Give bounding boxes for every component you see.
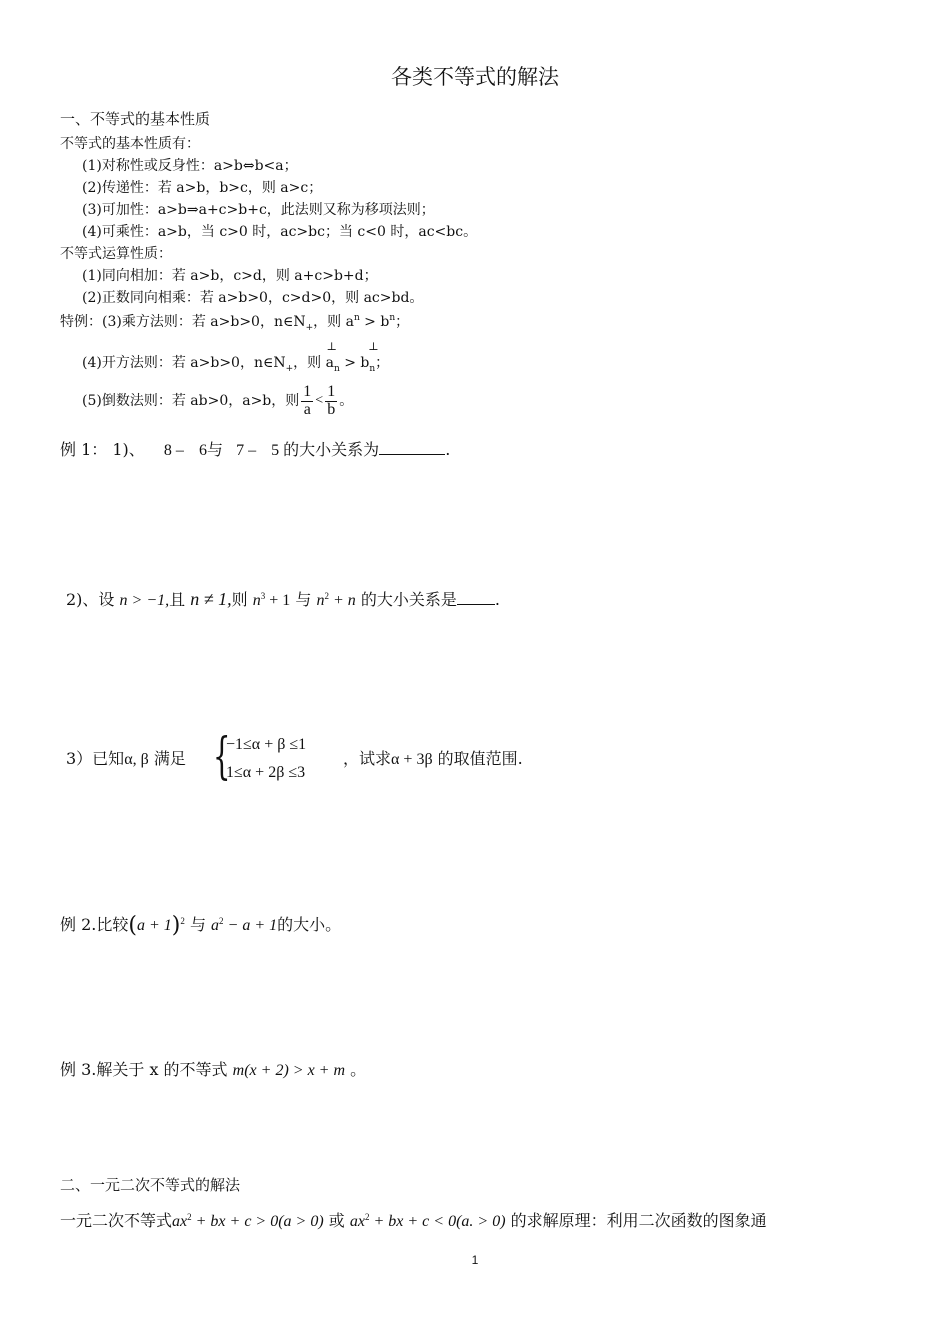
page-title: 各类不等式的解法	[391, 65, 559, 89]
example-3: 例 3.解关于 x 的不等式 m(x + 2) > x + m 。	[60, 1060, 367, 1079]
fraction-1-over-a: $\frac{1}{a}$	[303, 382, 312, 418]
root-b: b ⊥	[360, 340, 379, 371]
page-number: 1	[471, 1253, 479, 1267]
example-1-part-1: 例 1： 1)、 8 – 6与 7 – 5 的大小关系为 .	[60, 440, 451, 459]
root-mark-icon: ⊥	[368, 340, 379, 353]
section-1-heading: 一、不等式的基本性质	[60, 110, 211, 128]
operation-properties-intro: 不等式运算性质：	[60, 246, 172, 262]
answer-blank[interactable]	[457, 604, 495, 605]
operation-property-1: (1)同向相加：若 a>b，c>d，则 a+c>b+d；	[82, 268, 378, 284]
basic-property-4: (4)可乘性：a>b，当 c>0 时，ac>bc；当 c<0 时，ac<bc。	[82, 224, 478, 240]
basic-property-1: (1)对称性或反身性：a>b⇔b<a；	[82, 158, 298, 174]
basic-property-3: (3)可加性：a>b⇒a+c>b+c，此法则又称为移项法则；	[82, 202, 435, 218]
basic-property-2: (2)传递性：若 a>b，b>c，则 a>c；	[82, 180, 323, 196]
basic-properties-intro: 不等式的基本性质有：	[60, 136, 200, 152]
root-mark-icon: ⊥	[326, 340, 337, 353]
example-1-part-2: 2)、设 n > −1,且 n ≠ 1,则 $n^3 + 1$ 与 $n^2 + n$ 的大小关系是 .	[66, 589, 500, 609]
system-line-1: −1≤α + β ≤1	[226, 736, 307, 753]
system-brace-icon: {	[213, 727, 231, 785]
root-a: a ⊥	[325, 340, 337, 371]
example-1-part-3-intro: 3）已知α, β 满足	[66, 749, 186, 768]
example-2: 例 2.比较$(a + 1)^2$ 与 $a^2 - a + 1$的大小。	[60, 913, 342, 938]
system-line-2: 1≤α + 2β ≤3	[226, 764, 306, 781]
fraction-1-over-b: $\frac{1}{b}$	[327, 382, 336, 418]
root-rule: (4)开方法则：若 a>b>0，$n\in N_+$，则 a ⊥ $_n$ > b ⊥ $_n$；	[82, 340, 390, 374]
reciprocal-rule: (5)倒数法则：若 ab>0，a>b，则 $\frac{1}{a}$ < $\frac{1}{b}$ 。	[82, 382, 354, 418]
section-2-heading: 二、一元二次不等式的解法	[60, 1176, 241, 1194]
operation-property-2: (2)正数同向相乘：若 a>b>0，c>d>0，则 ac>bd。	[82, 290, 424, 306]
power-rule: 特例：(3)乘方法则：若 a>b>0，$n\in N_+$，则 $a^n > b^n$；	[60, 313, 410, 333]
answer-blank[interactable]	[379, 454, 445, 455]
section-2-intro: 一元二次不等式$ax^2$ + bx + c > 0(a > 0) 或 $ax^2$ + bx + c < 0(a. > 0) 的求解原理：利用二次函数的图象通	[60, 1211, 767, 1230]
example-1-part-3-question: ，试求α + 3β 的取值范围.	[343, 749, 523, 768]
